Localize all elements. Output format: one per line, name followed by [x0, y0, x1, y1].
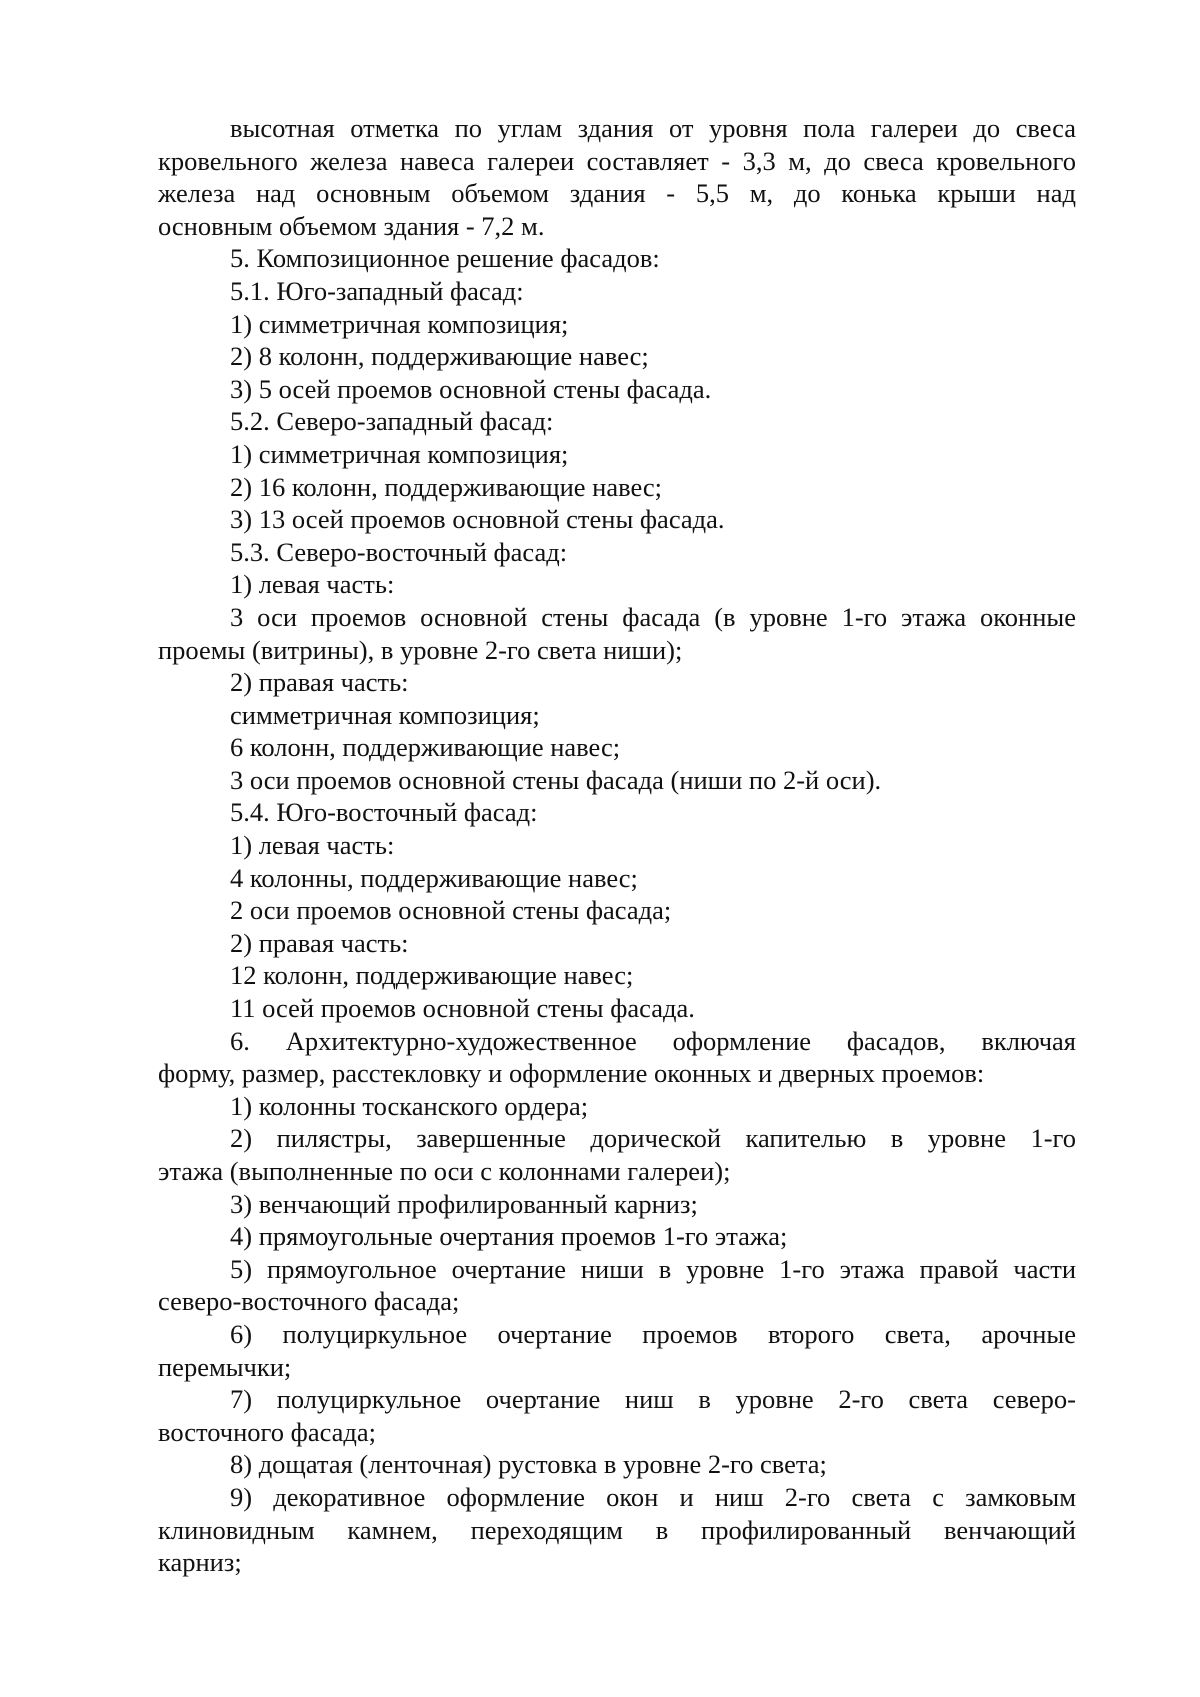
list-item: 2) правая часть:	[230, 667, 409, 698]
text-line: 3 оси проемов основной стены фасада (в уровне 1-го этажа оконные	[230, 601, 1076, 632]
body-text	[158, 112, 1076, 1579]
list-item: 4) прямоугольные очертания проемов 1-го этажа;	[230, 1221, 788, 1252]
text-line: 12 колонн, поддерживающие навес;	[230, 960, 634, 991]
text-line: 6 колонн, поддерживающие навес;	[230, 732, 621, 763]
text-line: северо-восточного фасада;	[158, 1286, 460, 1317]
list-item: 6) полуциркульное очертание проемов второго света, арочные	[230, 1318, 1076, 1349]
text-line: 11 осей проемов основной стены фасада.	[230, 993, 695, 1024]
text-line: железа над основным объемом здания - 5,5 м, до конька крыши над	[158, 178, 1076, 209]
text-line: симметричная композиция;	[230, 699, 540, 730]
list-item: 8) дощатая (ленточная) рустовка в уровне 2-го света;	[230, 1449, 827, 1480]
subsection-heading: 5.3. Северо-восточный фасад:	[230, 536, 568, 567]
text-line: этажа (выполненные по оси с колоннами галереи);	[158, 1156, 731, 1186]
list-item: 9) декоративное оформление окон и ниш 2-го света с замковым	[230, 1481, 1076, 1512]
subsection-heading: 5.2. Северо-западный фасад:	[230, 406, 554, 437]
list-item: 2) правая часть:	[230, 927, 409, 958]
section-heading: 6. Архитектурно-художественное оформление фасадов, включая	[230, 1025, 1076, 1056]
text-line: проемы (витрины), в уровне 2-го света ниши);	[158, 634, 683, 665]
list-item: 3) венчающий профилированный карниз;	[230, 1188, 698, 1219]
list-item: 1) колонны тосканского ордера;	[230, 1090, 589, 1121]
text-line: клиновидным камнем, переходящим в профилированный венчающий	[158, 1514, 1076, 1545]
list-item: 5) прямоугольное очертание ниши в уровне 1-го этажа правой части	[230, 1253, 1076, 1284]
list-item: 1) симметричная композиция;	[230, 438, 569, 469]
list-item: 1) симметричная композиция;	[230, 308, 569, 339]
list-item: 2) 8 колонн, поддерживающие навес;	[230, 341, 649, 372]
list-item: 3) 13 осей проемов основной стены фасада.	[230, 504, 725, 535]
subsection-heading: 5.1. Юго-западный фасад:	[230, 275, 524, 306]
text-line: перемычки;	[158, 1351, 292, 1382]
list-item: 7) полуциркульное очертание ниш в уровне 2-го света северо-	[230, 1384, 1076, 1415]
list-item: 1) левая часть:	[230, 830, 395, 861]
text-line: карниз;	[158, 1547, 242, 1578]
text-line: 3 оси проемов основной стены фасада (ниши по 2-й оси).	[230, 764, 882, 795]
section-heading: 5. Композиционное решение фасадов:	[230, 243, 660, 274]
list-item: 3) 5 осей проемов основной стены фасада.	[230, 373, 712, 404]
subsection-heading: 5.4. Юго-восточный фасад:	[230, 797, 538, 828]
text-line: 2 оси проемов основной стены фасада;	[230, 895, 672, 926]
list-item: 2) пилястры, завершенные дорической капителью в уровне 1-го	[230, 1123, 1076, 1154]
text-line: высотная отметка по углам здания от уровня пола галереи до свеса	[230, 113, 1076, 143]
text-line: основным объемом здания - 7,2 м.	[158, 210, 545, 241]
text-line: форму, размер, расстекловку и оформление оконных и дверных проемов:	[158, 1058, 985, 1089]
text-line: восточного фасада;	[158, 1416, 377, 1447]
list-item: 1) левая часть:	[230, 569, 395, 600]
text-line: 4 колонны, поддерживающие навес;	[230, 862, 638, 893]
text-line: кровельного железа навеса галереи составляет - 3,3 м, до свеса кровельного	[158, 145, 1076, 176]
list-item: 2) 16 колонн, поддерживающие навес;	[230, 471, 663, 502]
